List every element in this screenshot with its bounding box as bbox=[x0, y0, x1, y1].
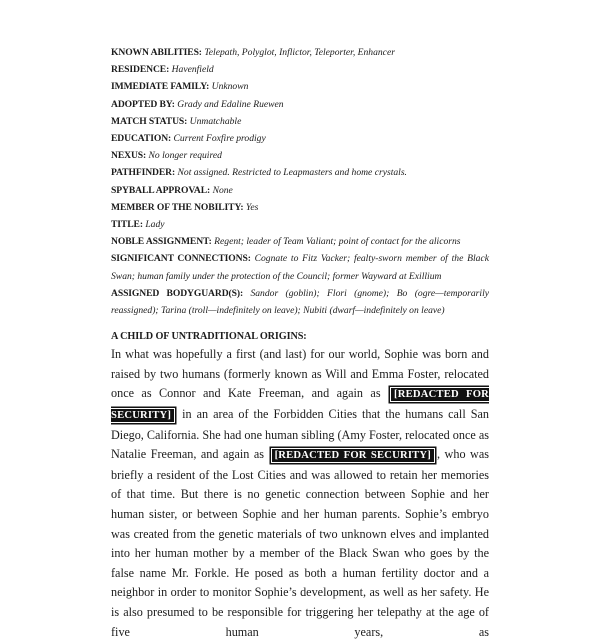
field-value: Havenfield bbox=[171, 64, 214, 76]
field-label: IMMEDIATE FAMILY: bbox=[111, 81, 210, 93]
field-spyball-approval bbox=[111, 182, 489, 199]
field-value: Grady and Edaline Ruewen bbox=[177, 98, 284, 110]
field-residence bbox=[111, 61, 489, 78]
field-adopted-by bbox=[111, 96, 489, 113]
body-text-part: in an area of the Forbidden Cities that the humans call San Diego, California. She had one human sibling (Amy Foster, relocated once as Natalie Freeman, and again as bbox=[111, 407, 489, 462]
field-noble-assignment bbox=[111, 233, 489, 250]
field-value: Unmatchable bbox=[189, 115, 242, 127]
field-value: Cognate to Fitz Vacker; fealty-sworn member of the Black Swan; human family under the protection of the Council; former Wayward at Exillium bbox=[111, 253, 489, 282]
field-label: ADOPTED BY: bbox=[111, 98, 175, 110]
field-assigned-bodyguards bbox=[111, 285, 489, 319]
field-label: SIGNIFICANT CONNECTIONS: bbox=[111, 253, 251, 265]
field-label: EDUCATION: bbox=[111, 133, 172, 145]
profile-fields bbox=[111, 44, 489, 319]
field-value: None bbox=[212, 184, 233, 196]
document-page bbox=[111, 44, 489, 642]
field-label: PATHFINDER: bbox=[111, 167, 176, 179]
field-member-of-nobility bbox=[111, 199, 489, 216]
section-heading: A CHILD OF UNTRADITIONAL ORIGINS: bbox=[111, 331, 307, 343]
redaction-box: [REDACTED FOR SECURITY] bbox=[272, 449, 434, 462]
field-label: NEXUS: bbox=[111, 150, 147, 162]
field-value: Yes bbox=[245, 201, 259, 213]
field-value: Sandor (goblin); Flori (gnome); Bo (ogre—temporarily reassigned); Tarina (troll—indefinitely on leave); Nubiti (dwarf—indefinitely on leave) bbox=[111, 287, 489, 317]
field-significant-connections bbox=[111, 250, 489, 284]
field-value: Lady bbox=[145, 219, 165, 231]
field-value: Current Foxfire prodigy bbox=[173, 133, 266, 145]
redaction-box: [REDACTED FOR SECURITY] bbox=[111, 389, 490, 422]
field-value: Not assigned. Restricted to Leapmasters and home crystals. bbox=[177, 167, 407, 179]
field-pathfinder bbox=[111, 164, 489, 181]
field-label: MEMBER OF THE NOBILITY: bbox=[111, 201, 244, 213]
field-value: Regent; leader of Team Valiant; point of contact for the alicorns bbox=[214, 236, 461, 248]
field-label: NOBLE ASSIGNMENT: bbox=[111, 236, 212, 248]
body-text-part: , who was briefly a resident of the Lost Cities and was allowed to retain her memories of that time. But there is no genetic connection between Sophie and her human sister, or between Sophie and her human parents. Sophie’s embryo was created from the genetic materials of two unknown elves and implanted into her human mother by a member of the Black Swan who goes by the false name Mr. Forkle. He posed as both a human fertility doctor and a neighbor in order to monitor Sophie’s development, as well as her safety. He is also presumed to be responsible for triggering her telepathy at the age of five human years, as bbox=[111, 447, 490, 639]
field-nexus bbox=[111, 147, 489, 164]
field-known-abilities bbox=[111, 44, 489, 61]
field-value: Telepath, Polyglot, Inflictor, Teleporter, Enhancer bbox=[204, 47, 395, 58]
field-value: No longer required bbox=[148, 150, 222, 162]
field-label: TITLE: bbox=[111, 219, 143, 231]
field-match-status bbox=[111, 113, 489, 130]
field-value: Unknown bbox=[211, 81, 249, 93]
field-label: SPYBALL APPROVAL: bbox=[111, 184, 211, 196]
field-title bbox=[111, 216, 489, 233]
field-immediate-family bbox=[111, 78, 489, 95]
field-label: RESIDENCE: bbox=[111, 64, 170, 76]
field-label: ASSIGNED BODYGUARD(S): bbox=[111, 287, 244, 299]
field-education bbox=[111, 130, 489, 147]
field-label: KNOWN ABILITIES: bbox=[111, 47, 202, 58]
section-body bbox=[111, 345, 489, 642]
field-label: MATCH STATUS: bbox=[111, 115, 188, 127]
body-text-part: In what was hopefully a first (and last) for our world, Sophie was born and raised by two humans (formerly known as Will and Emma Foster, relocated once as Connor and Kate Freeman, and again as bbox=[111, 347, 489, 401]
